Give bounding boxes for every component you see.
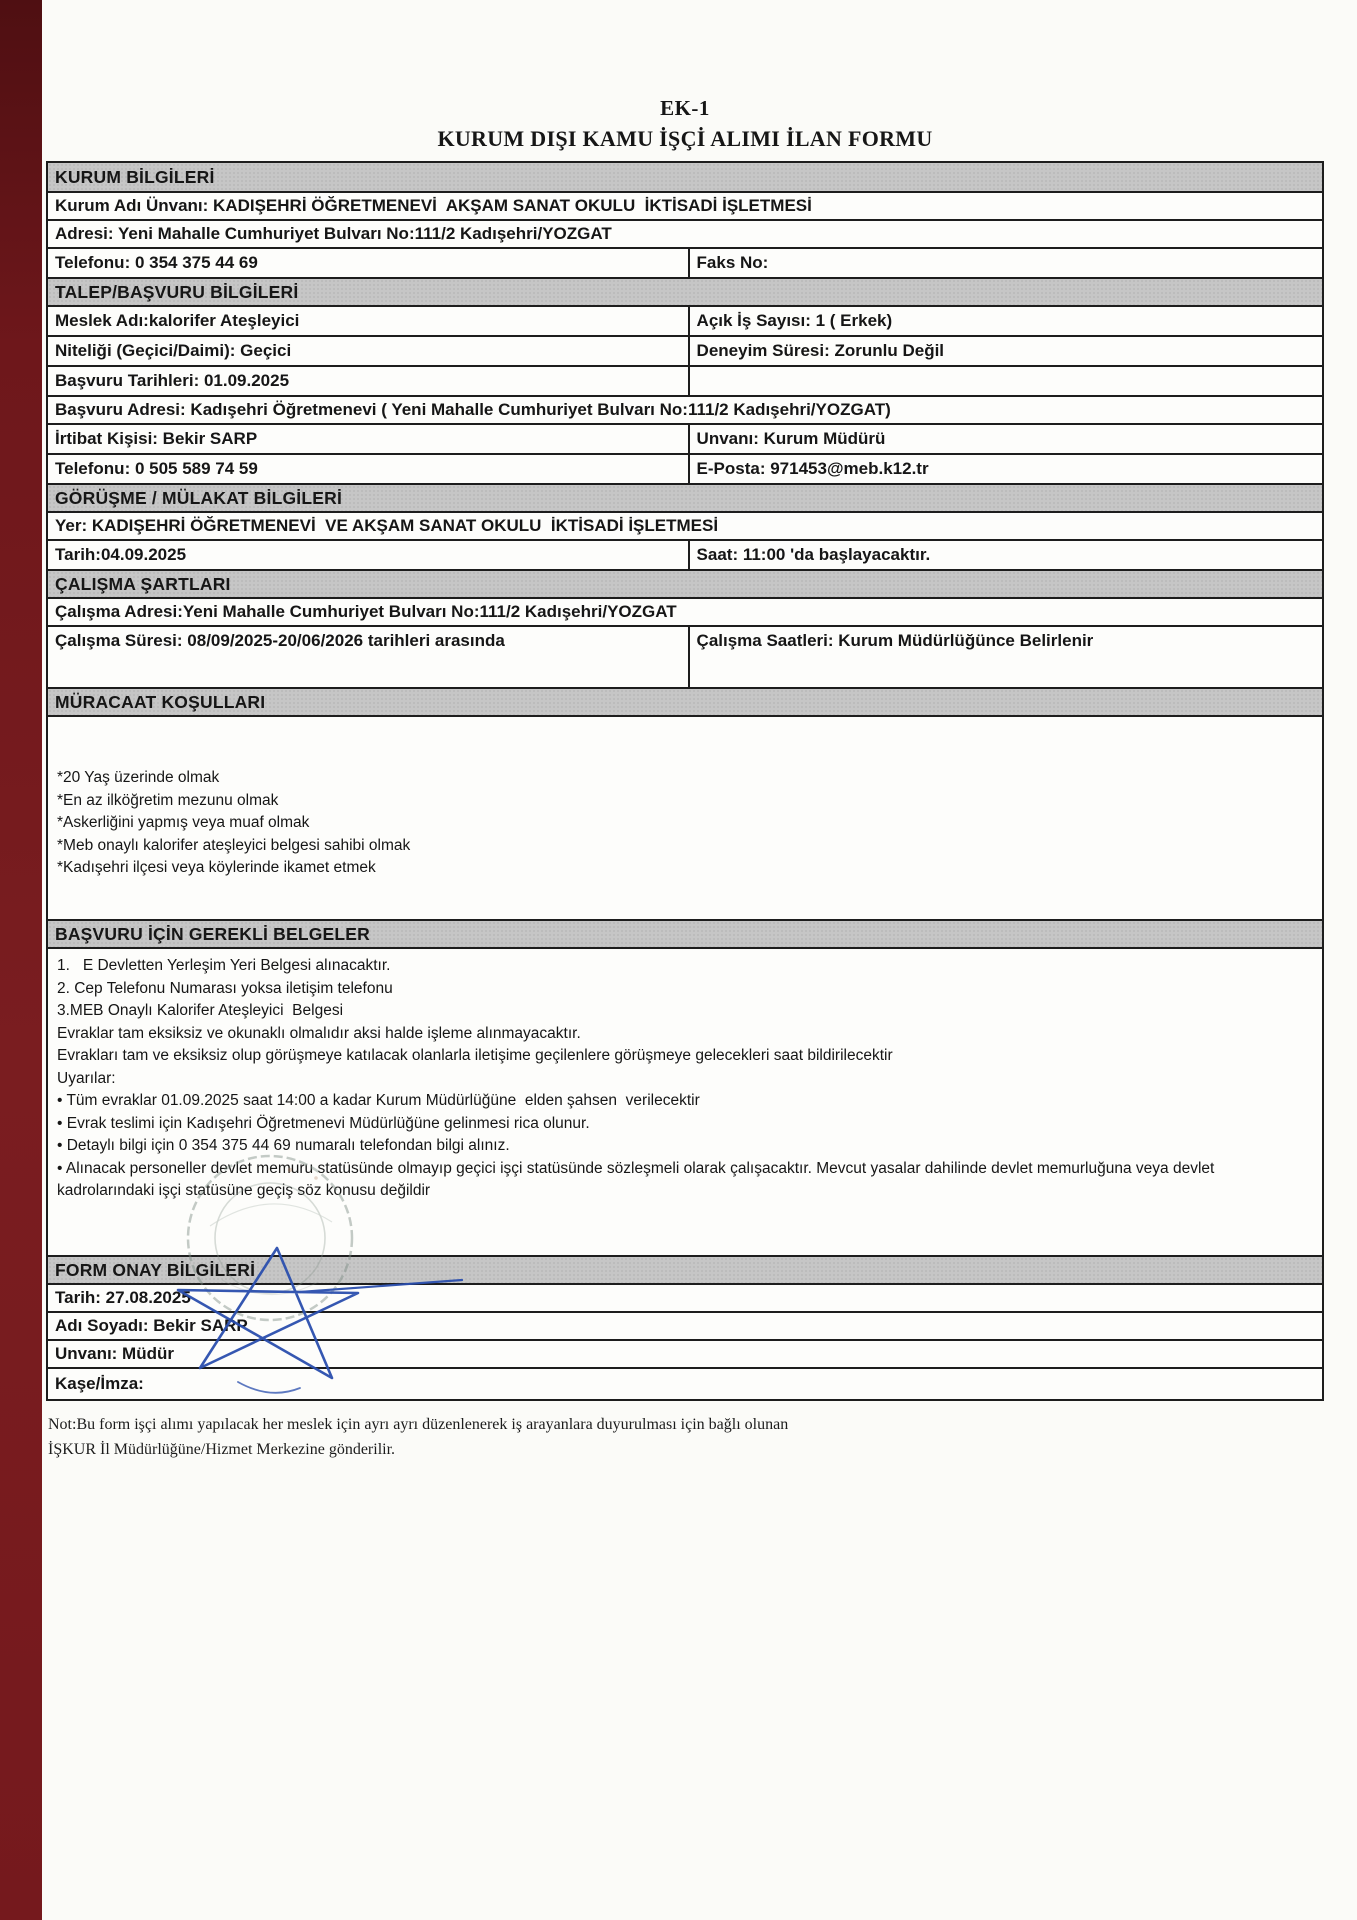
field-calisma-suresi: Çalışma Süresi: 08/09/2025-20/06/2026 tarihleri arasında [55, 631, 505, 650]
field-meslek-adi: Meslek Adı:kalorifer Ateşleyici [55, 310, 300, 330]
requirement-line: *Meb onaylı kalorifer ateşleyici belgesi sahibi olmak [57, 836, 411, 854]
field-calisma-adresi: Çalışma Adresi:Yeni Mahalle Cumhuriyet Bulvarı No:111/2 Kadışehri/YOZGAT [48, 597, 1322, 625]
requirement-line: *20 Yaş üzerinde olmak [57, 769, 220, 786]
section-header-gerekli-belgeler: BAŞVURU İÇİN GEREKLİ BELGELER [48, 919, 1322, 947]
footer-note-line2: İŞKUR İl Müdürlüğüne/Hizmet Merkezine gönderilir. [48, 1441, 396, 1458]
field-gorusme-tarih: Tarih:04.09.2025 [55, 544, 187, 564]
form-document [46, 96, 1324, 1462]
section-header-talep-basvuru: TALEP/BAŞVURU BİLGİLERİ [48, 277, 1322, 305]
document-line: • Tüm evraklar 01.09.2025 saat 14:00 a kadar Kurum Müdürlüğüne elden şahsen verilecektir [57, 1092, 700, 1109]
gerekli-belgeler-body [48, 947, 1322, 1255]
field-onay-tarih: Tarih: 27.08.2025 [48, 1283, 1322, 1311]
field-deneyim-suresi: Deneyim Süresi: Zorunlu Değil [688, 337, 1322, 365]
form-title: KURUM DIŞI KAMU İŞÇİ ALIMI İLAN FORMU [437, 126, 933, 151]
form-table [46, 161, 1324, 1401]
field-onay-unvani: Unvanı: Müdür [48, 1339, 1322, 1367]
requirement-line: *En az ilköğretim mezunu olmak [57, 791, 279, 809]
section-header-form-onay: FORM ONAY BİLGİLERİ [48, 1255, 1322, 1283]
document-line: • Alınacak personeller devlet memuru statüsünde olmayıp geçici işçi statüsünde sözleşmeli olarak çalışacaktır. Mevcut yasalar dahilinde devlet memurluğuna veya devlet kadrolarındaki işçi statüsüne geçiş söz konusu değildir [57, 1159, 1219, 1199]
field-adresi: Adresi: Yeni Mahalle Cumhuriyet Bulvarı No:111/2 Kadışehri/YOZGAT [48, 219, 1322, 247]
field-basvuru-adresi: Başvuru Adresi: Kadışehri Öğretmenevi ( Yeni Mahalle Cumhuriyet Bulvarı No:111/2 Kadışehri/YOZGAT) [48, 395, 1322, 423]
document-line: 2. Cep Telefonu Numarası yoksa iletişim telefonu [57, 979, 393, 997]
field-kase-imza: Kaşe/İmza: [48, 1367, 1322, 1399]
section-header-muracaat-kosullari: MÜRACAAT KOŞULLARI [48, 687, 1322, 715]
ek-label: EK-1 [660, 96, 710, 120]
section-header-kurum-bilgileri: KURUM BİLGİLERİ [48, 163, 1322, 191]
document-line: • Detaylı bilgi için 0 354 375 44 69 numaralı telefondan bilgi alınız. [57, 1137, 510, 1154]
field-irtibat-unvani: Unvanı: Kurum Müdürü [688, 425, 1322, 453]
document-line: 3.MEB Onaylı Kalorifer Ateşleyici Belgesi [57, 1002, 344, 1019]
field-onay-adi-soyadi: Adı Soyadı: Bekir SARP [48, 1311, 1322, 1339]
empty-cell [688, 367, 1322, 395]
field-telefonu: Telefonu: 0 354 375 44 69 [55, 252, 258, 272]
section-header-calisma-sartlari: ÇALIŞMA ŞARTLARI [48, 569, 1322, 597]
requirement-line: *Kadışehri ilçesi veya köylerinde ikamet etmek [57, 859, 376, 876]
field-gorusme-yer: Yer: KADIŞEHRİ ÖĞRETMENEVİ VE AKŞAM SANAT OKULU İKTİSADİ İŞLETMESİ [48, 511, 1322, 539]
requirement-line: *Askerliğini yapmış veya muaf olmak [57, 814, 310, 831]
field-niteligi: Niteliği (Geçici/Daimi): Geçici [55, 340, 292, 360]
document-line: Uyarılar: [57, 1069, 116, 1087]
field-gorusme-saat: Saat: 11:00 'da başlayacaktır. [688, 541, 1322, 569]
field-acik-is-sayisi: Açık İş Sayısı: 1 ( Erkek) [688, 307, 1322, 335]
document-line: Evrakları tam ve eksiksiz olup görüşmeye katılacak olanlarla iletişime geçilenlere görüşmeye gelecekleri saat bildirilecektir [57, 1047, 893, 1064]
field-eposta: E-Posta: 971453@meb.k12.tr [688, 455, 1322, 483]
scan-binding-edge [0, 0, 42, 1920]
document-line: Evraklar tam eksiksiz ve okunaklı olmalıdır aksi halde işleme alınmayacaktır. [57, 1024, 581, 1042]
field-calisma-saatleri: Çalışma Saatleri: Kurum Müdürlüğünce Belirlenir [688, 627, 1322, 687]
field-faks-no: Faks No: [688, 249, 1322, 277]
document-line: 1. E Devletten Yerleşim Yeri Belgesi alınacaktır. [57, 957, 391, 974]
field-irtibat-telefonu: Telefonu: 0 505 589 74 59 [55, 458, 258, 478]
document-line: • Evrak teslimi için Kadışehri Öğretmenevi Müdürlüğüne gelinmesi rica olunur. [57, 1114, 590, 1132]
footer-note [48, 1412, 1324, 1462]
field-basvuru-tarihleri: Başvuru Tarihleri: 01.09.2025 [55, 370, 290, 390]
section-header-gorusme-mulakat: GÖRÜŞME / MÜLAKAT BİLGİLERİ [48, 483, 1322, 511]
muracaat-kosullari-body [48, 715, 1322, 919]
field-irtibat-kisisi: İrtibat Kişisi: Bekir SARP [55, 428, 258, 448]
footer-note-line1: Not:Bu form işçi alımı yapılacak her meslek için ayrı ayrı düzenlenerek iş arayanlara duyurulması için bağlı olunan [48, 1416, 789, 1433]
field-kurum-adi-unvani: Kurum Adı Ünvanı: KADIŞEHRİ ÖĞRETMENEVİ AKŞAM SANAT OKULU İKTİSADİ İŞLETMESİ [48, 191, 1322, 219]
